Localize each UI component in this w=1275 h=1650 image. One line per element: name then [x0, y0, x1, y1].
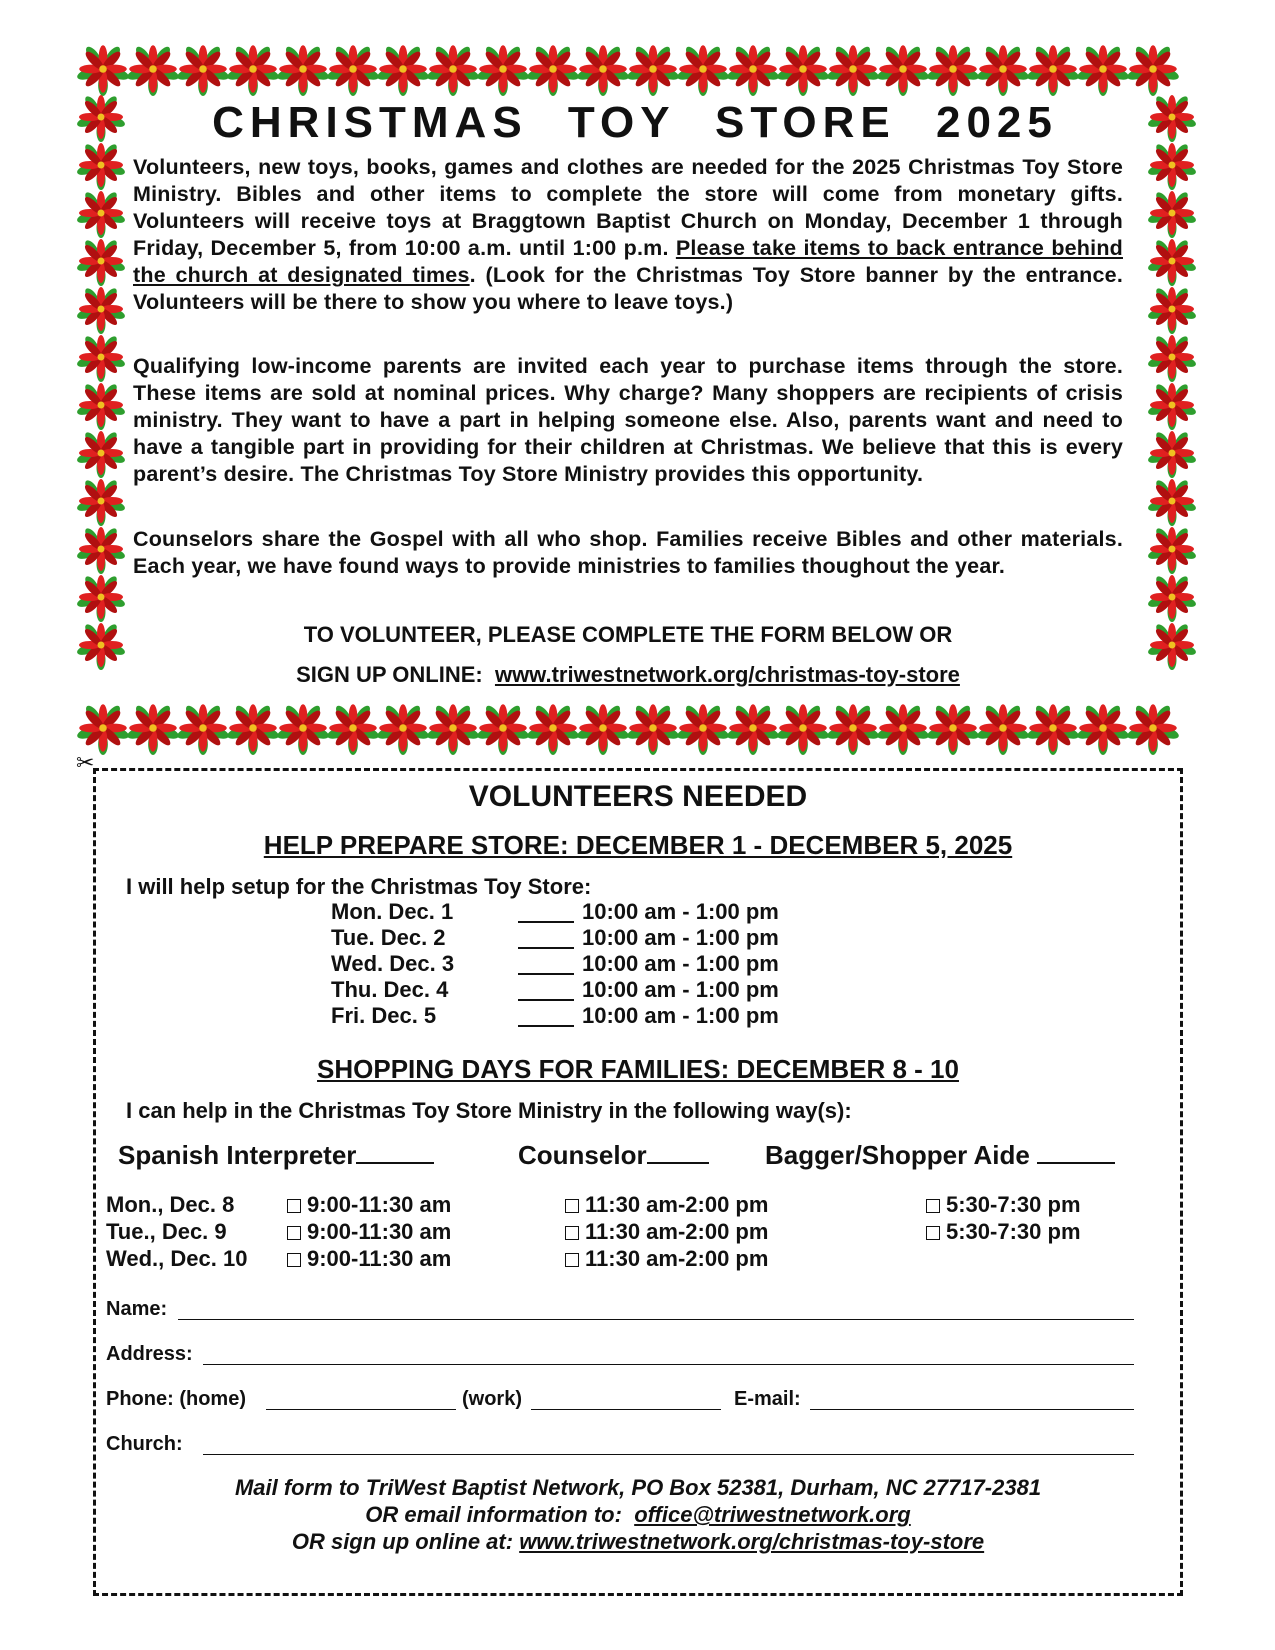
- checkbox[interactable]: [565, 1253, 579, 1267]
- poinsettia-icon: [476, 42, 530, 96]
- prep-time: 10:00 am - 1:00 pm: [582, 925, 779, 950]
- shop-slot-midday[interactable]: [565, 1246, 768, 1272]
- poinsettia-icon: [76, 572, 126, 622]
- address-field[interactable]: [203, 1364, 1134, 1365]
- poinsettia-icon: [526, 701, 580, 755]
- poinsettia-icon: [276, 701, 330, 755]
- address-label: Address:: [106, 1343, 193, 1365]
- poinsettia-icon: [1026, 701, 1080, 755]
- drop-off-instruction: Please take items to back entrance behind the church at designated times: [133, 236, 1123, 287]
- shop-slot-evening[interactable]: [926, 1219, 1081, 1245]
- church-label: Church:: [106, 1433, 183, 1455]
- checkbox[interactable]: [287, 1253, 301, 1267]
- poinsettia-icon: [876, 42, 930, 96]
- poinsettia-icon: [1147, 380, 1197, 430]
- poinsettia-icon: [976, 701, 1030, 755]
- poinsettia-icon: [776, 42, 830, 96]
- poinsettia-icon: [76, 92, 126, 142]
- poinsettia-icon: [76, 140, 126, 190]
- poinsettia-icon: [726, 42, 780, 96]
- shop-slot-morning[interactable]: [287, 1219, 451, 1245]
- poinsettia-icon: [1147, 572, 1197, 622]
- shop-day: Mon., Dec. 8: [106, 1192, 235, 1217]
- mailing-instructions: [93, 1474, 1183, 1555]
- signup-online-line: [133, 662, 1123, 688]
- poinsettia-icon: [1126, 42, 1180, 96]
- poinsettia-icon: [626, 701, 680, 755]
- poinsettia-icon: [76, 42, 130, 96]
- poinsettia-icon: [776, 701, 830, 755]
- prep-time: 10:00 am - 1:00 pm: [582, 951, 779, 976]
- prep-day: Fri. Dec. 5: [331, 1003, 437, 1028]
- poinsettia-icon: [76, 476, 126, 526]
- prep-day: Wed. Dec. 3: [331, 951, 455, 976]
- poinsettia-icon: [176, 42, 230, 96]
- poinsettia-icon: [126, 42, 180, 96]
- drop-off-text: Volunteers, new toys, books, games and clothes are needed for the 2025 Christmas Toy Store Ministry. Bibles and other items to complete the store will come from monetary gifts. Volunteers will receive toys at Braggtown Baptist Church on Monday, December 1 through Friday, December 5, from 10:00 a.m. until 1:00 p.m.: [133, 155, 1123, 260]
- poinsettia-icon: [726, 701, 780, 755]
- prep-day: Mon. Dec. 1: [331, 899, 454, 924]
- role-counselor: [518, 1140, 709, 1171]
- phone-work-label: (work): [462, 1388, 522, 1410]
- shop-slot-midday[interactable]: [565, 1192, 768, 1218]
- poinsettia-icon: [876, 701, 930, 755]
- drop-off-note: . (Look for the Christmas Toy Store banner by the entrance. Volunteers will be there to show you where to leave toys.): [133, 263, 1123, 314]
- role-signup-blank[interactable]: [647, 1140, 709, 1164]
- poinsettia-icon: [76, 524, 126, 574]
- poinsettia-icon: [1147, 188, 1197, 238]
- poinsettia-icon: [1126, 701, 1180, 755]
- poinsettia-border-top: [76, 40, 1196, 98]
- checkbox[interactable]: [565, 1226, 579, 1240]
- slot-label: 9:00-11:30 am: [307, 1246, 452, 1271]
- name-field[interactable]: [178, 1319, 1134, 1320]
- poinsettia-icon: [926, 42, 980, 96]
- volunteer-call-to-action: TO VOLUNTEER, PLEASE COMPLETE THE FORM BELOW OR: [303, 622, 953, 647]
- role-label: Spanish Interpreter: [118, 1140, 357, 1170]
- signup-online-label: SIGN UP ONLINE:: [296, 662, 483, 687]
- email-label: E-mail:: [734, 1388, 801, 1410]
- poinsettia-icon: [76, 701, 130, 755]
- poinsettia-icon: [526, 42, 580, 96]
- prep-store-heading: HELP PREPARE STORE: DECEMBER 1 - DECEMBER 5, 2025: [263, 830, 1013, 860]
- online-line: [93, 1528, 1183, 1555]
- shop-slot-morning[interactable]: [287, 1246, 451, 1272]
- poinsettia-icon: [76, 620, 126, 670]
- role-label: Bagger/Shopper Aide: [765, 1140, 1030, 1170]
- poinsettia-icon: [426, 42, 480, 96]
- prep-signup-blank[interactable]: [518, 925, 574, 949]
- poinsettia-icon: [926, 701, 980, 755]
- mail-address-line: Mail form to TriWest Baptist Network, PO Box 52381, Durham, NC 27717-2381: [234, 1475, 1042, 1500]
- prep-day: Tue. Dec. 2: [331, 925, 446, 950]
- poinsettia-icon: [1147, 284, 1197, 334]
- poinsettia-icon: [326, 42, 380, 96]
- email-line: [93, 1501, 1183, 1528]
- poinsettia-icon: [76, 428, 126, 478]
- poinsettia-icon: [226, 701, 280, 755]
- poinsettia-icon: [176, 701, 230, 755]
- poinsettia-icon: [576, 42, 630, 96]
- prep-signup-blank[interactable]: [518, 1003, 574, 1027]
- poinsettia-icon: [1147, 332, 1197, 382]
- role-bagger-shopper-aide: [765, 1140, 1115, 1171]
- checkbox[interactable]: [287, 1199, 301, 1213]
- poinsettia-icon: [226, 42, 280, 96]
- poinsettia-icon: [376, 42, 430, 96]
- office-email-link[interactable]: office@triwestnetwork.org: [634, 1502, 911, 1527]
- signup-online-link[interactable]: www.triwestnetwork.org/christmas-toy-store: [494, 662, 960, 687]
- email-field[interactable]: [810, 1409, 1134, 1410]
- checkbox[interactable]: [287, 1226, 301, 1240]
- shop-day: Wed., Dec. 10: [106, 1246, 248, 1271]
- shop-day: Tue., Dec. 9: [106, 1219, 227, 1244]
- prep-time: 10:00 am - 1:00 pm: [582, 977, 779, 1002]
- poinsettia-icon: [76, 380, 126, 430]
- slot-label: 9:00-11:30 am: [307, 1219, 452, 1244]
- poinsettia-icon: [826, 701, 880, 755]
- email-line-label: OR email information to:: [365, 1502, 622, 1527]
- poinsettia-icon: [676, 701, 730, 755]
- phone-home-label: Phone: (home): [106, 1388, 246, 1410]
- poinsettia-border-bottom: [76, 700, 1196, 756]
- poinsettia-icon: [76, 332, 126, 382]
- poinsettia-icon: [1147, 236, 1197, 286]
- shop-slot-morning[interactable]: [287, 1192, 451, 1218]
- flyer-title: CHRISTMAS TOY STORE 2025: [212, 98, 1058, 147]
- slot-label: 9:00-11:30 am: [307, 1192, 452, 1217]
- poinsettia-icon: [76, 236, 126, 286]
- online-line-label: OR sign up online at:: [291, 1529, 514, 1554]
- prep-day: Thu. Dec. 4: [331, 977, 449, 1002]
- poinsettia-icon: [326, 701, 380, 755]
- online-signup-link[interactable]: www.triwestnetwork.org/christmas-toy-store: [519, 1529, 985, 1554]
- poinsettia-icon: [1026, 42, 1080, 96]
- flyer-paragraph-drop-off: [133, 154, 1123, 316]
- shopping-intro: I can help in the Christmas Toy Store Ministry in the following way(s):: [126, 1098, 852, 1123]
- role-signup-blank[interactable]: [1037, 1140, 1115, 1164]
- role-label: Counselor: [518, 1140, 647, 1170]
- prep-signup-blank[interactable]: [518, 977, 574, 1001]
- prep-time: 10:00 am - 1:00 pm: [582, 1003, 779, 1028]
- poinsettia-icon: [76, 188, 126, 238]
- poinsettia-icon: [1147, 140, 1197, 190]
- poinsettia-icon: [576, 701, 630, 755]
- role-signup-blank[interactable]: [356, 1140, 434, 1164]
- prep-intro: I will help setup for the Christmas Toy Store:: [126, 874, 592, 899]
- poinsettia-icon: [976, 42, 1030, 96]
- slot-label: 11:30 am-2:00 pm: [585, 1219, 769, 1244]
- prep-signup-blank[interactable]: [518, 951, 574, 975]
- poinsettia-icon: [1076, 42, 1130, 96]
- poinsettia-icon: [1147, 620, 1197, 670]
- poinsettia-icon: [376, 701, 430, 755]
- poinsettia-icon: [626, 42, 680, 96]
- shop-slot-midday[interactable]: [565, 1219, 768, 1245]
- shopping-days-heading: SHOPPING DAYS FOR FAMILIES: DECEMBER 8 - 10: [317, 1054, 959, 1084]
- role-spanish-interpreter: [118, 1140, 434, 1171]
- poinsettia-icon: [1147, 524, 1197, 574]
- poinsettia-icon: [1147, 92, 1197, 142]
- poinsettia-icon: [276, 42, 330, 96]
- shop-slot-evening[interactable]: [926, 1192, 1081, 1218]
- flyer-paragraph-shoppers: Qualifying low-income parents are invited each year to purchase items through the store. These items are sold at nominal prices. Why charge? Many shoppers are recipients of crisis ministry. They want to have a part in helping someone else. Also, parents want and need to have a tangible part in providing for their children at Christmas. We believe that this is every parent’s desire. The Christmas Toy Store Ministry provides this opportunity.: [133, 354, 1123, 486]
- checkbox[interactable]: [926, 1226, 940, 1240]
- scissors-icon: ✂: [76, 750, 95, 775]
- checkbox[interactable]: [926, 1199, 940, 1213]
- poinsettia-icon: [476, 701, 530, 755]
- prep-time: 10:00 am - 1:00 pm: [582, 899, 779, 924]
- poinsettia-icon: [76, 284, 126, 334]
- poinsettia-icon: [426, 701, 480, 755]
- poinsettia-icon: [1147, 428, 1197, 478]
- slot-label: 5:30-7:30 pm: [946, 1219, 1081, 1244]
- checkbox[interactable]: [565, 1199, 579, 1213]
- poinsettia-icon: [126, 701, 180, 755]
- phone-work-field[interactable]: [531, 1409, 721, 1410]
- phone-home-field[interactable]: [266, 1409, 456, 1410]
- poinsettia-border-left: [76, 92, 126, 704]
- slot-label: 5:30-7:30 pm: [946, 1192, 1081, 1217]
- poinsettia-icon: [1147, 476, 1197, 526]
- poinsettia-icon: [1076, 701, 1130, 755]
- prep-signup-blank[interactable]: [518, 899, 574, 923]
- form-heading: VOLUNTEERS NEEDED: [468, 780, 808, 813]
- church-field[interactable]: [203, 1454, 1134, 1455]
- slot-label: 11:30 am-2:00 pm: [585, 1246, 769, 1271]
- name-label: Name:: [106, 1298, 168, 1320]
- flyer-paragraph-counselors: Counselors share the Gospel with all who shop. Families receive Bibles and other materials. Each year, we have found ways to provide ministries to families thoughout the year.: [133, 527, 1123, 578]
- poinsettia-icon: [676, 42, 730, 96]
- slot-label: 11:30 am-2:00 pm: [585, 1192, 769, 1217]
- poinsettia-icon: [826, 42, 880, 96]
- poinsettia-border-right: [1147, 92, 1197, 704]
